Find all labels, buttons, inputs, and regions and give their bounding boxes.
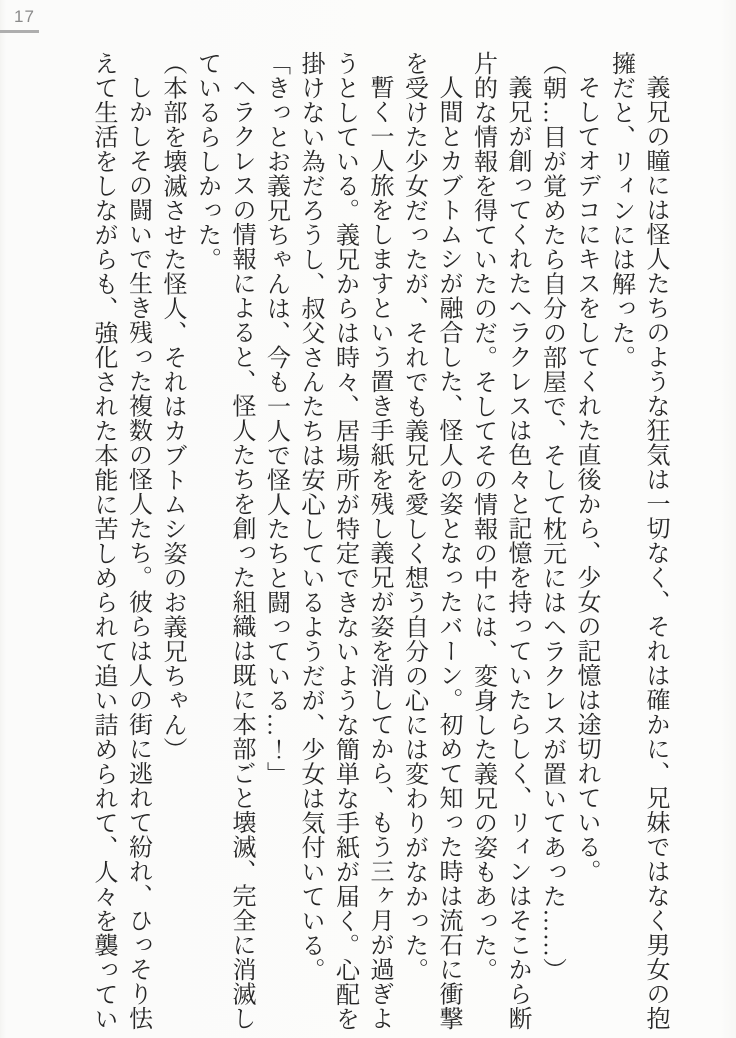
page-number: 17 bbox=[14, 7, 35, 26]
paragraph: 人間とカブトムシが融合した、怪人の姿となったバーン。初めて知った時は流石に衝撃を受けた少女だったが、それでも義兄を愛しく想う自分の心には変わりがなかった。 bbox=[400, 51, 461, 1031]
vertical-text-block bbox=[86, 51, 673, 1033]
paragraph: ヘラクレスの情報によると、怪人たちを創った組織は既に本部ごと壊滅、完全に消滅しているらしかった。 bbox=[193, 51, 254, 1031]
paragraph: 暫く一人旅をしますという置き手紙を残し義兄が姿を消してから、もう三ヶ月が過ぎようとしている。義兄からは時々、居場所が特定できないような簡単な手紙が届く。心配を掛けない為だろうし、叔父さんたちは安心しているようだが、少女は気付いている。 bbox=[297, 51, 392, 1031]
paragraph: そしてオデコにキスをしてくれた直後から、少女の記憶は途切れている。 bbox=[573, 75, 599, 884]
paragraph-parenthetical: （本部を壊滅させた怪人、それはカブトムシ姿のお義兄ちゃん） bbox=[159, 51, 185, 762]
paragraph: 義兄の瞳には怪人たちのような狂気は一切なく、それは確かに、兄妹ではなく男女の抱擁だと、リィンには解った。 bbox=[607, 51, 668, 1031]
paragraph-parenthetical: （朝…目が覚めたら自分の部屋で、そして枕元にはヘラクレスが置いてあった……） bbox=[538, 51, 565, 982]
paragraph-dialogue: 「きっとお義兄ちゃんは、今も一人で怪人たちと闘っている…！」 bbox=[262, 51, 289, 786]
page-number-rule bbox=[0, 30, 39, 33]
paragraph: しかしその闘いで生き残った複数の怪人たち。彼らは人の街に逃れて紛れ、ひっそり怯えて生活をしながらも、強化された本能に苦しめられて追い詰められて、人々を襲ってい bbox=[90, 51, 151, 1031]
paragraph: 義兄が創ってくれたヘラクレスは色々と記憶を持っていたらしく、リィンはそこから断片的な情報を得ていたのだ。そしてその情報の中には、変身した義兄の姿もあった。 bbox=[469, 51, 530, 1031]
folio bbox=[0, 0, 120, 40]
